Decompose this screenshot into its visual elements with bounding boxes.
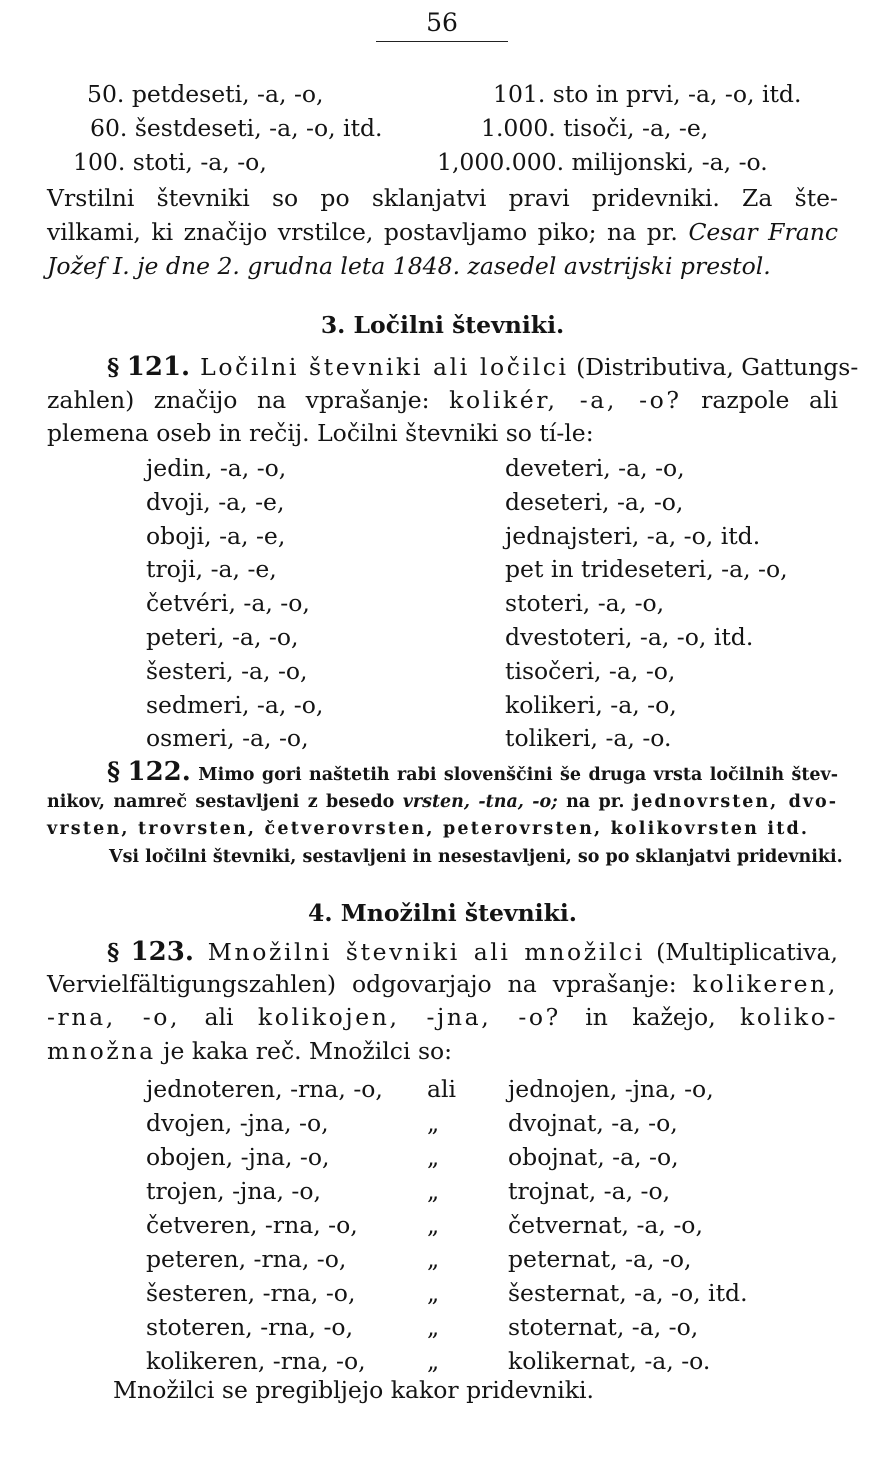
multiplicative-right: četvernat, -a, -o,	[508, 1211, 703, 1239]
text-line	[47, 216, 838, 248]
text-span: nikov, namreč sestavljeni z besedo	[47, 792, 403, 812]
distributive-left: četvéri, -a, -o,	[146, 589, 310, 618]
distributive-right: pet in trideseteri, -a, -o,	[505, 555, 788, 584]
numeral-left: 100. stoti, -a, -o,	[73, 148, 267, 176]
distributive-right: dvestoteri, -a, -o, itd.	[505, 623, 754, 651]
multiplicative-ditto: „	[427, 1347, 440, 1375]
distributive-right: deveteri, -a, -o,	[505, 454, 685, 482]
section-heading: 3. Ločilni števniki.	[320, 311, 565, 339]
page-number-rule	[376, 41, 508, 42]
paragraph-123-line	[47, 968, 838, 1000]
text-span: Vervielfältigungszahlen) odgovarjajo na vprašanje:	[47, 970, 693, 998]
text-span: razpole ali	[681, 386, 838, 414]
paragraph-123-line	[47, 936, 838, 968]
multiplicative-right: trojnat, -a, -o,	[508, 1177, 671, 1205]
example-italic-line: Jožef I. je dne 2. grudna leta 1848. zasedel avstrijski prestol.	[47, 252, 771, 280]
section-sign: §	[107, 938, 120, 966]
multiplicative-left: dvojen, -jna, -o,	[146, 1109, 329, 1137]
paragraph-122-line: vrsten, trovrsten, četverovrsten, peterovrsten, kolikovrsten itd.	[47, 819, 810, 839]
multiplicative-ditto: „	[427, 1211, 440, 1239]
distributive-left: sedmeri, -a, -o,	[146, 690, 324, 719]
example-italic: vrsten, -tna, -o;	[402, 792, 558, 812]
text-span: Mimo gori naštetih rabi slovenščini še druga vrsta ločilnih štev-	[190, 765, 838, 785]
distributive-right: stoteri, -a, -o,	[505, 589, 665, 618]
paragraph-121-line: plemena oseb in rečij. Ločilni števniki so tí-le:	[47, 419, 594, 447]
multiplicative-right: stoternat, -a, -o,	[508, 1313, 699, 1341]
multiplicative-ditto: „	[427, 1279, 440, 1307]
text-span: in kažejo,	[560, 1003, 741, 1031]
multiplicative-left: šesteren, -rna, -o,	[146, 1279, 356, 1307]
text-span: na pr.	[557, 792, 633, 812]
multiplicative-right: peternat, -a, -o,	[508, 1245, 692, 1273]
paragraph-121-line	[47, 351, 859, 383]
multiplicative-left: jednoteren, -rna, -o,	[146, 1075, 383, 1103]
multiplicative-left: četveren, -rna, -o,	[146, 1211, 358, 1239]
paragraph-122-line	[47, 788, 838, 816]
paragraph-123-line	[47, 1001, 838, 1033]
distributive-left: osmeri, -a, -o,	[146, 724, 309, 753]
distributive-right: kolikeri, -a, -o,	[505, 690, 677, 719]
example-italic: Cesar Franc	[688, 218, 839, 246]
distributive-left: oboji, -a, -e,	[146, 521, 286, 550]
paragraph-122-line	[47, 758, 838, 789]
paragraph-122-line	[47, 843, 843, 871]
text-span: Vrstilni števniki so po sklanjatvi pravi pridevniki. Za šte-	[47, 184, 838, 212]
spaced-term: -rna, -o,	[47, 1003, 181, 1031]
paragraph-123-line	[47, 1035, 838, 1067]
distributive-left: peteri, -a, -o,	[146, 623, 299, 651]
spaced-term: kolikér, -a, -o?	[449, 386, 682, 414]
distributive-left: troji, -a, -e,	[146, 555, 277, 584]
numeral-left: 60. šestdeseti, -a, -o, itd.	[90, 114, 383, 142]
page-number: 56	[426, 8, 458, 37]
numeral-right: 1,000.000. milijonski, -a, -o.	[437, 148, 768, 176]
section-heading: 4. Množilni števniki.	[308, 899, 577, 927]
distributive-right: tolikeri, -a, -o.	[505, 724, 672, 753]
spaced-term: kolikojen, -jna, -o?	[257, 1003, 561, 1031]
spaced-term: jednovrsten, dvo-	[632, 792, 838, 812]
text-span: je kaka reč. Množilci so:	[155, 1037, 453, 1065]
spaced-term: množna	[47, 1037, 156, 1065]
paragraph-number: 122.	[127, 757, 191, 787]
text-line	[47, 182, 838, 214]
multiplicative-left: trojen, -jna, -o,	[146, 1177, 321, 1205]
spaced-term: Ločilni števniki ali ločilci	[190, 353, 569, 381]
multiplicative-ditto: „	[427, 1109, 440, 1137]
paragraph-number: 123.	[130, 937, 194, 967]
multiplicative-ditto: „	[427, 1143, 440, 1171]
section-sign: §	[107, 757, 121, 786]
section-sign: §	[107, 353, 120, 381]
text-span: (Multiplicativa,	[644, 938, 838, 966]
text-span: Vsi ločilni števniki, sestavljeni in nesestavljeni, so po sklanjatvi pridevniki.	[109, 847, 843, 867]
multiplicative-ditto: „	[427, 1245, 440, 1273]
multiplicative-right: kolikernat, -a, -o.	[508, 1347, 711, 1375]
distributive-left: dvoji, -a, -e,	[146, 487, 285, 516]
paragraph-number: 121.	[126, 352, 191, 382]
text-span: vilkami, ki značijo vrstilce, postavljamo piko; na pr.	[47, 218, 689, 246]
distributive-left: jedin, -a, -o,	[146, 454, 287, 482]
multiplicative-right: jednojen, -jna, -o,	[508, 1075, 714, 1103]
closing-sentence: Množilci se pregibljejo kakor pridevniki.	[113, 1376, 594, 1404]
spaced-term: Množilni števniki ali množilci	[193, 938, 645, 966]
multiplicative-left: kolikeren, -rna, -o,	[146, 1347, 366, 1375]
multiplicative-ditto: ali	[427, 1075, 457, 1103]
text-span: zahlen) značijo na vprašanje:	[47, 386, 450, 414]
paragraph-121-line	[47, 384, 838, 416]
multiplicative-ditto: „	[427, 1177, 440, 1205]
distributive-left: šesteri, -a, -o,	[146, 656, 308, 685]
multiplicative-right: obojnat, -a, -o,	[508, 1143, 679, 1171]
numeral-left: 50. petdeseti, -a, -o,	[87, 80, 324, 108]
distributive-right: jednajsteri, -a, -o, itd.	[505, 521, 761, 550]
spaced-term: koliko-	[740, 1003, 838, 1031]
distributive-right: tisočeri, -a, -o,	[505, 656, 676, 685]
multiplicative-right: dvojnat, -a, -o,	[508, 1109, 678, 1137]
text-span: (Distributiva, Gattungs-	[568, 353, 859, 381]
spaced-term: kolikeren,	[692, 970, 838, 998]
numeral-right: 1.000. tisoči, -a, -e,	[481, 114, 709, 142]
multiplicative-ditto: „	[427, 1313, 440, 1341]
distributive-right: deseteri, -a, -o,	[505, 487, 684, 516]
numeral-right: 101. sto in prvi, -a, -o, itd.	[493, 80, 802, 108]
multiplicative-left: obojen, -jna, -o,	[146, 1143, 330, 1171]
multiplicative-left: peteren, -rna, -o,	[146, 1245, 347, 1273]
multiplicative-left: stoteren, -rna, -o,	[146, 1313, 354, 1341]
text-span: ali	[180, 1003, 258, 1031]
multiplicative-right: šesternat, -a, -o, itd.	[508, 1279, 748, 1307]
